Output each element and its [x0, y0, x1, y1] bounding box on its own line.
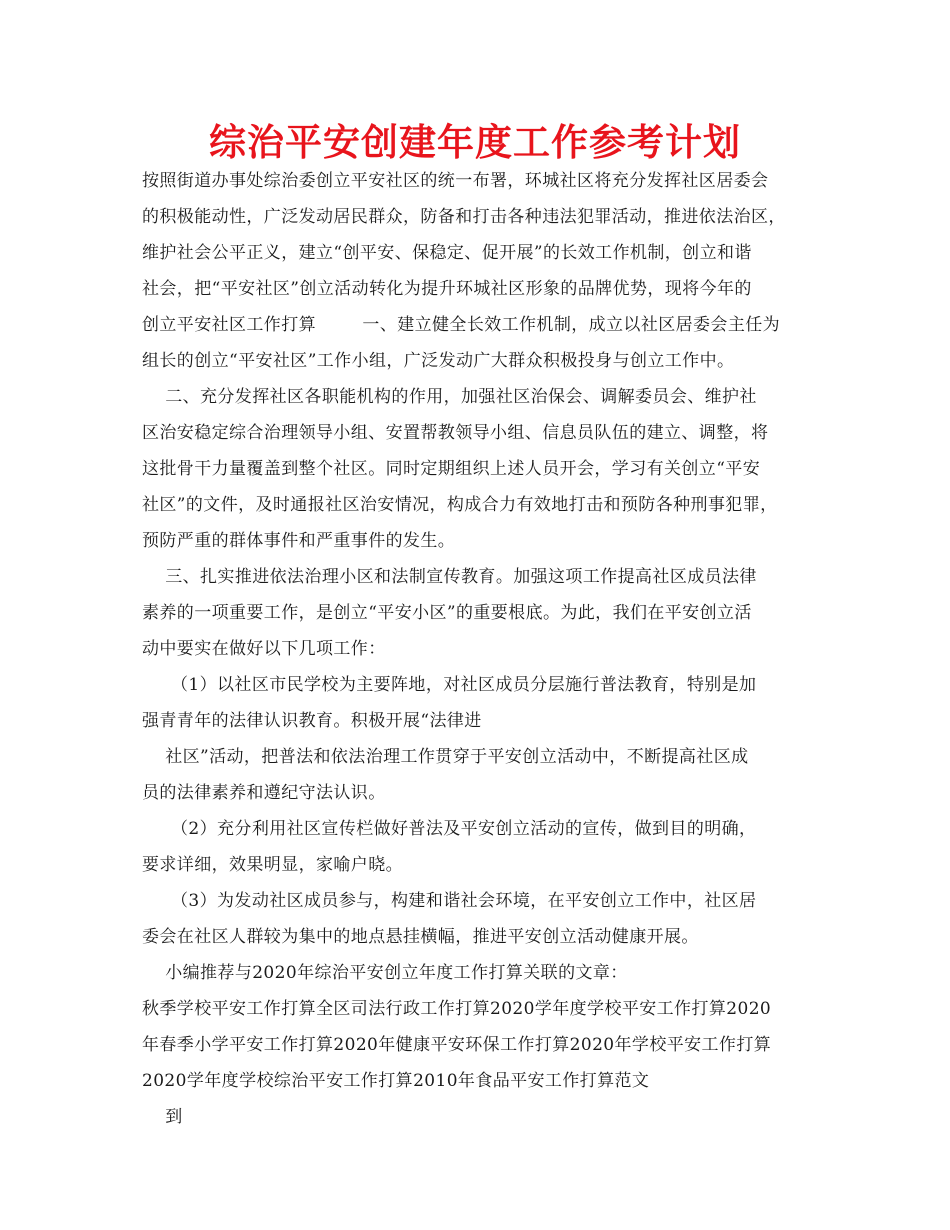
body-line: 年春季小学平安工作打算2020年健康平安环保工作打算2020年学校平安工作打算 [142, 1035, 772, 1055]
body-line: 预防严重的群体事件和严重事件的发生。 [142, 531, 456, 551]
body-line: 组长的创立“平安社区”工作小组，广泛发动广大群众积极投身与创立工作中。 [142, 351, 735, 371]
body-line: 这批骨干力量覆盖到整个社区。同时定期组织上述人员开会，学习有关创立“平安 [142, 459, 761, 479]
body-line: 到 [142, 1107, 183, 1127]
body-line: 社区”活动，把普法和依法治理工作贯穿于平安创立活动中，不断提高社区成 [142, 747, 749, 767]
body-line: 三、扎实推进依法治理小区和法制宣传教育。加强这项工作提高社区成员法律 [142, 567, 757, 587]
body-line: 区治安稳定综合治理领导小组、安置帮教领导小组、信息员队伍的建立、调整，将 [142, 423, 769, 443]
document-body [142, 166, 822, 1127]
body-line: 二、充分发挥社区各职能机构的作用，加强社区治保会、调解委员会、维护社 [142, 387, 757, 407]
body-line: 动中要实在做好以下几项工作： [142, 639, 386, 659]
document-title: 综治平安创建年度工作参考计划 [209, 121, 741, 164]
body-line: 按照街道办事处综治委创立平安社区的统一布署，环城社区将充分发挥社区居委会 [142, 171, 769, 191]
body-line: （3）为发动社区成员参与，构建和谐社会环境，在平安创立工作中，社区居 [142, 891, 757, 911]
body-line: 要求详细，效果明显，家喻户晓。 [142, 855, 403, 875]
body-line: 秋季学校平安工作打算全区司法行政工作打算2020学年度学校平安工作打算2020 [142, 999, 772, 1019]
body-line: 创立平安社区工作打算 一、建立健全长效工作机制，成立以社区居委会主任为 [142, 315, 781, 335]
body-line: （1）以社区市民学校为主要阵地，对社区成员分层施行普法教育，特别是加 [142, 675, 757, 695]
body-line: 员的法律素养和遵纪守法认识。 [142, 783, 386, 803]
body-line: 委会在社区人群较为集中的地点悬挂横幅，推进平安创立活动健康开展。 [142, 927, 699, 947]
body-line: 小编推荐与2020年综治平安创立年度工作打算关联的文章： [142, 963, 628, 983]
body-line: 社会，把“平安社区”创立活动转化为提升环城社区形象的品牌优势，现将今年的 [142, 279, 752, 299]
body-line: （2）充分利用社区宣传栏做好普法及平安创立活动的宣传，做到目的明确， [142, 819, 757, 839]
body-line: 强青青年的法律认识教育。积极开展“法律进 [142, 711, 482, 731]
body-line: 素养的一项重要工作，是创立“平安小区”的重要根底。为此，我们在平安创立活 [142, 603, 752, 623]
body-line: 维护社会公平正义，建立“创平安、保稳定、促开展”的长效工作机制，创立和谐 [142, 243, 752, 263]
body-line: 社区”的文件，及时通报社区治安情况，构成合力有效地打击和预防各种刑事犯罪， [142, 495, 778, 515]
body-line: 2020学年度学校综治平安工作打算2010年食品平安工作打算范文 [142, 1071, 650, 1091]
body-line: 的积极能动性，广泛发动居民群众，防备和打击各种违法犯罪活动，推进依法治区， [142, 207, 786, 227]
